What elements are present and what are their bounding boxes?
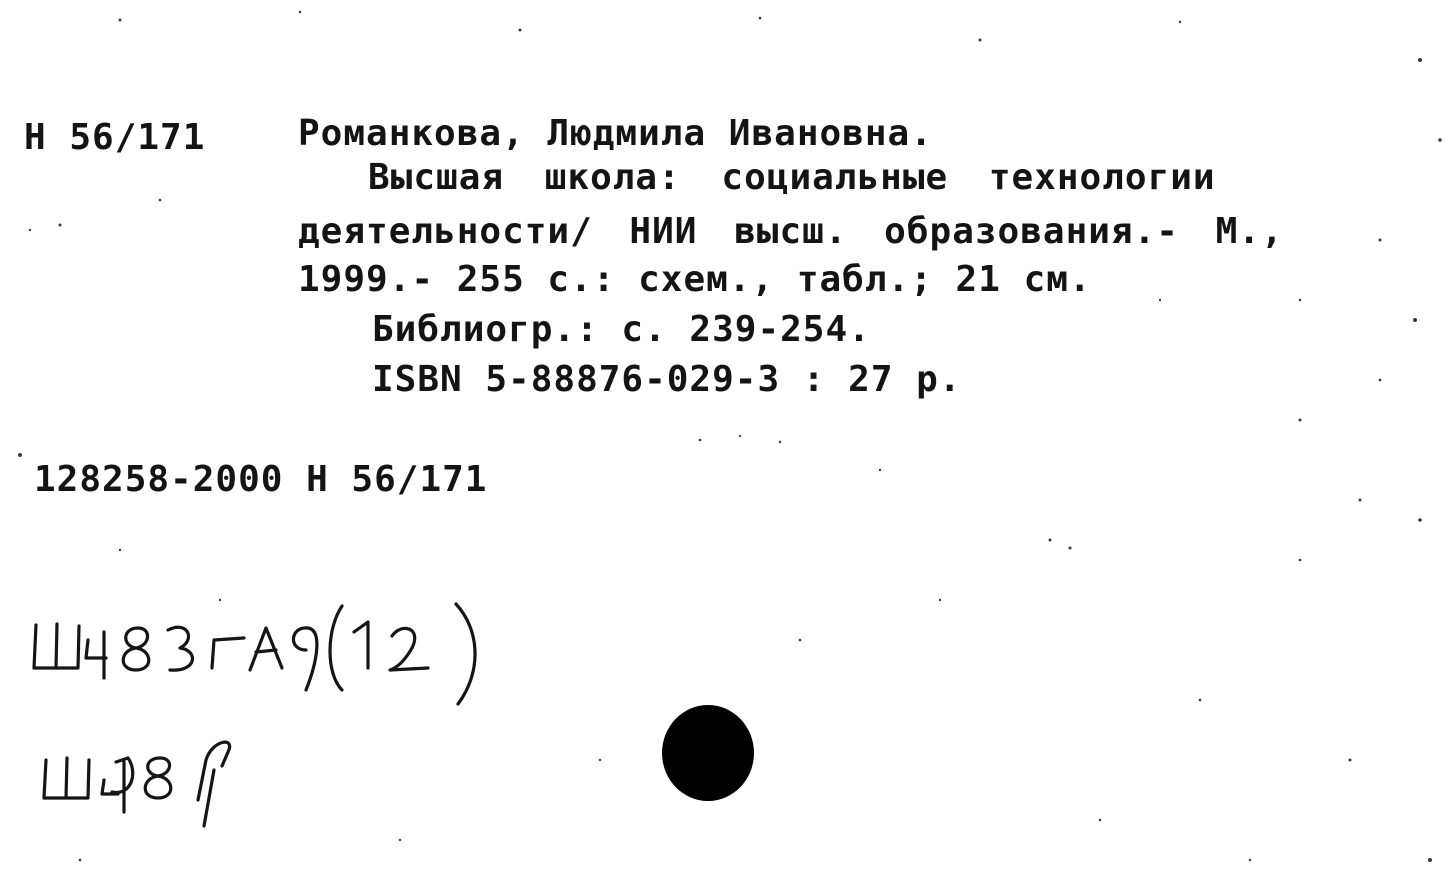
title-line-2: деятельности/ НИИ высш. образования.- М., [298,211,1284,252]
imprint: 1999.- 255 с.: схем., табл.; 21 см. [298,259,1092,300]
call-number: Н 56/171 [24,117,206,158]
author-name: Романкова, Людмила Ивановна. [298,113,933,154]
bibliography-note: Библиогр.: с. 239-254. [372,309,871,350]
title-line-1: Высшая школа: социальные технологии [368,157,1216,198]
isbn-line: ISBN 5-88876-029-3 : 27 р. [372,359,962,400]
accession-number: 128258-2000 Н 56/171 [34,459,488,500]
punch-hole [662,705,754,801]
